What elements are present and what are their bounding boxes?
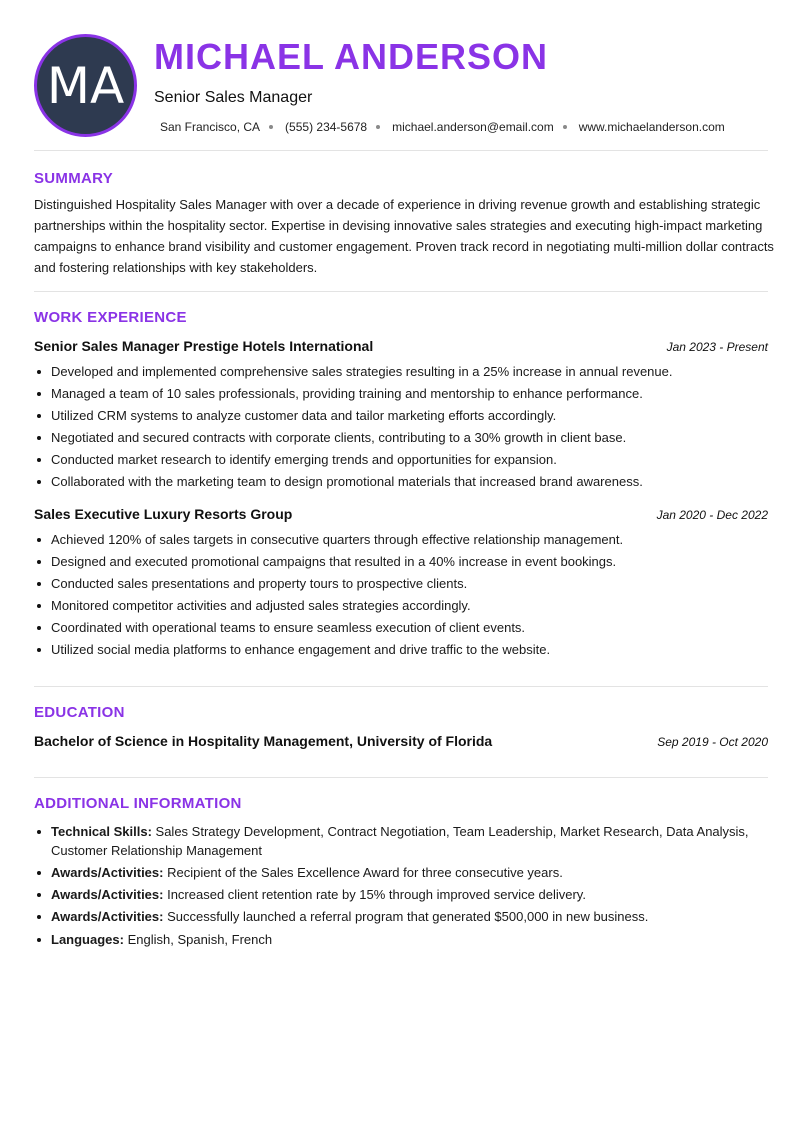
list-item bbox=[34, 863, 774, 882]
job-role: Senior Sales Manager Prestige Hotels International bbox=[34, 338, 374, 354]
education-heading: EDUCATION bbox=[34, 704, 125, 721]
list-item: Managed a team of 10 sales professionals, providing training and mentorship to enhance performance. bbox=[34, 385, 768, 407]
list-item: Negotiated and secured contracts with corporate clients, contributing to a 30% growth in client base. bbox=[34, 429, 768, 451]
list-item bbox=[34, 885, 774, 904]
list-item: Conducted market research to identify emerging trends and opportunities for expansion. bbox=[34, 451, 768, 473]
item-text: Recipient of the Sales Excellence Award for three consecutive years. bbox=[163, 865, 563, 880]
item-label: Languages: bbox=[51, 932, 124, 947]
resume-header bbox=[34, 34, 768, 138]
list-item: Monitored competitor activities and adjusted sales strategies accordingly. bbox=[34, 597, 768, 619]
list-item: Collaborated with the marketing team to design promotional materials that increased brand awareness. bbox=[34, 473, 768, 495]
contact-email[interactable]: michael.anderson@email.com bbox=[392, 120, 554, 134]
list-item: Utilized social media platforms to enhance engagement and drive traffic to the website. bbox=[34, 641, 768, 663]
education-entry bbox=[34, 733, 768, 753]
job-bullets bbox=[34, 531, 768, 663]
separator-dot bbox=[269, 125, 273, 129]
list-item bbox=[34, 907, 774, 926]
contact-location: San Francisco, CA bbox=[160, 120, 261, 134]
summary-text: Distinguished Hospitality Sales Manager with over a decade of experience in driving revenue growth and establishing strategic partnerships within the hospitality sector. Expertise in devising innovative sales strategies and executing high-impact marketing campaigns to enhance brand visibility and customer engagement. Proven track record in negotiating multi-million dollar contracts and fostering relationships with key stakeholders. bbox=[34, 197, 774, 275]
contact-website[interactable]: www.michaelanderson.com bbox=[578, 120, 725, 134]
work-experience-heading: WORK EXPERIENCE bbox=[34, 309, 187, 326]
divider bbox=[34, 291, 768, 292]
degree: Bachelor of Science in Hospitality Management, University of Florida bbox=[34, 733, 493, 749]
job-header bbox=[34, 506, 768, 526]
additional-info-list bbox=[34, 822, 774, 952]
list-item: Conducted sales presentations and property tours to prospective clients. bbox=[34, 575, 768, 597]
item-label: Awards/Activities: bbox=[51, 909, 164, 924]
item-label: Technical Skills: bbox=[51, 824, 152, 839]
item-label: Awards/Activities: bbox=[51, 865, 164, 880]
candidate-name: MICHAEL ANDERSON bbox=[154, 36, 549, 77]
job-dates: Jan 2023 - Present bbox=[666, 340, 768, 354]
job-header bbox=[34, 338, 768, 358]
job-title: Senior Sales Manager bbox=[154, 89, 313, 106]
list-item: Coordinated with operational teams to ensure seamless execution of client events. bbox=[34, 619, 768, 641]
avatar: MA bbox=[34, 34, 137, 137]
job-bullets bbox=[34, 363, 768, 495]
contact-phone: (555) 234-5678 bbox=[285, 120, 368, 134]
divider bbox=[34, 150, 768, 151]
separator-dot bbox=[376, 125, 380, 129]
contact-info bbox=[160, 120, 725, 134]
item-text: Sales Strategy Development, Contract Negotiation, Team Leadership, Market Research, Data Analysis, Customer Relationship Management bbox=[51, 824, 749, 858]
list-item: Utilized CRM systems to analyze customer data and tailor marketing efforts accordingly. bbox=[34, 407, 768, 429]
item-label: Awards/Activities: bbox=[51, 887, 164, 902]
list-item bbox=[34, 930, 774, 949]
job-role: Sales Executive Luxury Resorts Group bbox=[34, 506, 293, 522]
summary-heading: SUMMARY bbox=[34, 170, 114, 187]
job-dates: Jan 2020 - Dec 2022 bbox=[656, 508, 768, 522]
education-dates: Sep 2019 - Oct 2020 bbox=[657, 735, 768, 749]
divider bbox=[34, 686, 768, 687]
additional-information-heading: ADDITIONAL INFORMATION bbox=[34, 795, 242, 812]
list-item: Developed and implemented comprehensive sales strategies resulting in a 25% increase in annual revenue. bbox=[34, 363, 768, 385]
item-text: Increased client retention rate by 15% through improved service delivery. bbox=[163, 887, 586, 902]
list-item: Achieved 120% of sales targets in consecutive quarters through effective relationship management. bbox=[34, 531, 768, 553]
item-text: Successfully launched a referral program that generated $500,000 in new business. bbox=[163, 909, 649, 924]
list-item: Designed and executed promotional campaigns that resulted in a 40% increase in event bookings. bbox=[34, 553, 768, 575]
list-item bbox=[34, 822, 774, 860]
item-text: English, Spanish, French bbox=[123, 932, 273, 947]
separator-dot bbox=[563, 125, 567, 129]
divider bbox=[34, 777, 768, 778]
